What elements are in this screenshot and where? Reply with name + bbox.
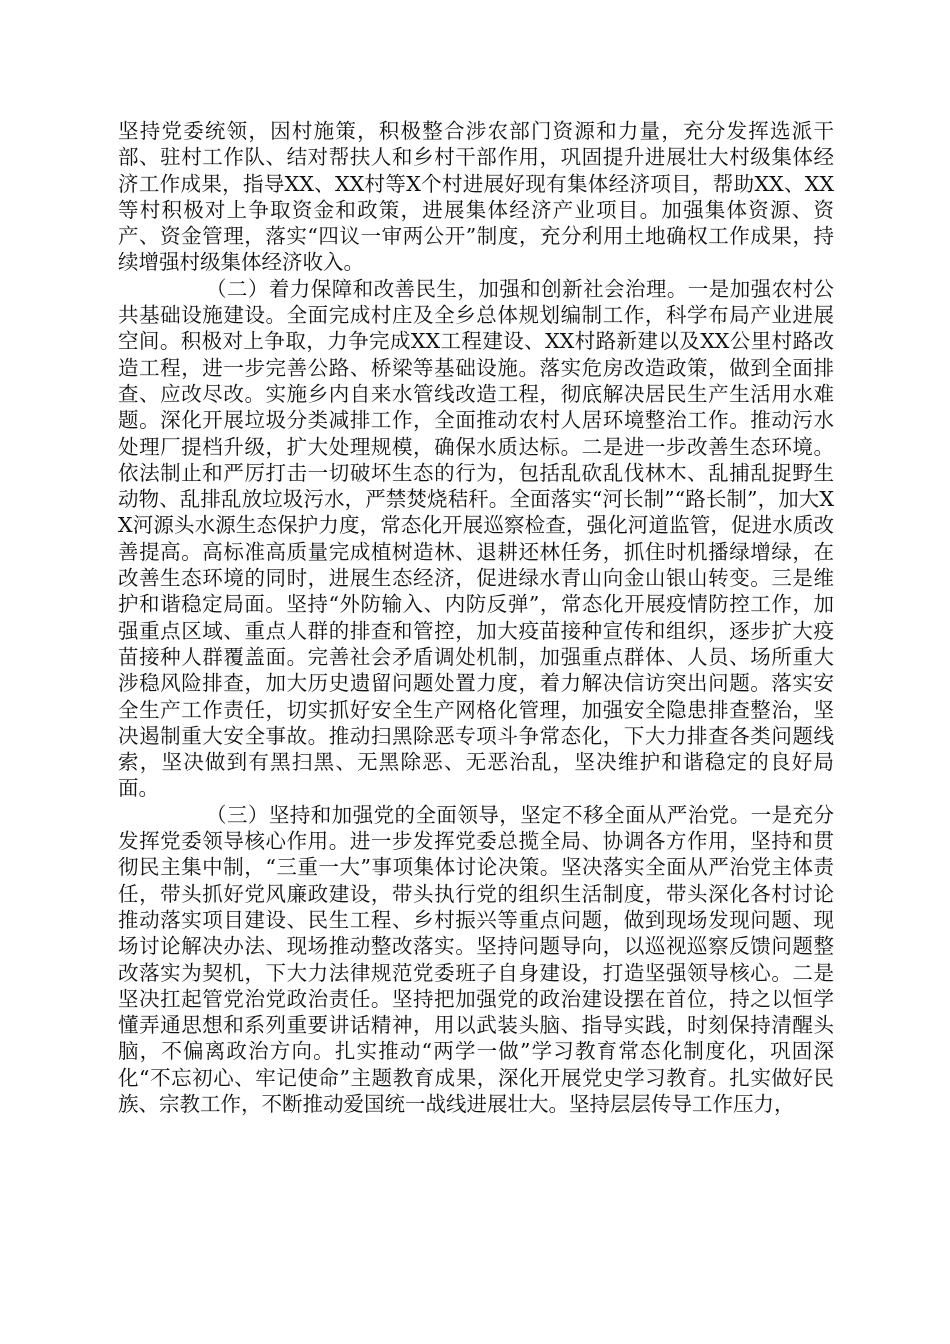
paragraph-livelihood-governance: （二）着力保障和改善民生，加强和创新社会治理。一是加强农村公共基础设施建设。全面完成村庄及全乡总体规划编制工作，科学布局产业进展空间。积极对上争取，力争完成XX工程建设、XX村路新建以及XX公里村路改造工程，进一步完善公路、桥梁等基础设施。落实危房改造政策，做到全面排查、应改尽改。实施乡内自来水管线改造工程，彻底解决居民生产生活用水难题。深化开展垃圾分类减排工作，全面推动农村人居环境整治工作。推动污水处理厂提档升级，扩大处理规模，确保水质达标。二是进一步改善生态环境。依法制止和严厉打击一切破坏生态的行为，包括乱砍乱伐林木、乱捕乱捉野生动物、乱排乱放垃圾污水，严禁焚烧秸秆。全面落实“河长制”“路长制”，加大XX河源头水源生态保护力度，常态化开展巡察检查，强化河道监管，促进水质改善提高。高标准高质量完成植树造林、退耕还林任务，抓住时机播绿增绿，在改善生态环境的同时，进展生态经济，促进绿水青山向金山银山转变。三是维护和谐稳定局面。坚持“外防输入、内防反弹”，常态化开展疫情防控工作，加强重点区域、重点人群的排查和管控，加大疫苗接种宣传和组织，逐步扩大疫苗接种人群覆盖面。完善社会矛盾调处机制，加强重点群体、人员、场所重大涉稳风险排查，加大历史遗留问题处置力度，着力解决信访突出问题。落实安全生产工作责任，切实抓好安全生产网格化管理，加强安全隐患排查整治，坚决遏制重大安全事故。推动扫黑除恶专项斗争常态化，下大力排查各类问题线索，坚决做到有黑扫黑、无黑除恶、无恶治乱，坚决维护和谐稳定的良好局面。: [118, 276, 834, 801]
document-page: [118, 118, 834, 1117]
paragraph-party-leadership: （三）坚持和加强党的全面领导，坚定不移全面从严治党。一是充分发挥党委领导核心作用。进一步发挥党委总揽全局、协调各方作用，坚持和贯彻民主集中制，“三重一大”事项集体讨论决策。坚决落实全面从严治党主体责任，带头抓好党风廉政建设，带头执行党的组织生活制度，带头深化各村讨论推动落实项目建设、民生工程、乡村振兴等重点问题，做到现场发现问题、现场讨论解决办法、现场推动整改落实。坚持问题导向，以巡视巡察反馈问题整改落实为契机，下大力法律规范党委班子自身建设，打造坚强领导核心。二是坚决扛起管党治党政治责任。坚持把加强党的政治建设摆在首位，持之以恒学懂弄通思想和系列重要讲话精神，用以武装头脑、指导实践，时刻保持清醒头脑，不偏离政治方向。扎实推动“两学一做”学习教育常态化制度化，巩固深化“不忘初心、牢记使命”主题教育成果，深化开展党史学习教育。扎实做好民族、宗教工作，不断推动爱国统一战线进展壮大。坚持层层传导工作压力，: [118, 802, 834, 1116]
paragraph-village-economy: 坚持党委统领，因村施策，积极整合涉农部门资源和力量，充分发挥选派干部、驻村工作队、结对帮扶人和乡村干部作用，巩固提升进展壮大村级集体经济工作成果，指导XX、XX村等X个村进展好现有集体经济项目，帮助XX、XX等村积极对上争取资金和政策，进展集体经济产业项目。加强集体资源、资产、资金管理，落实“四议一审两公开”制度，充分利用土地确权工作成果，持续增强村级集体经济收入。: [118, 119, 834, 275]
